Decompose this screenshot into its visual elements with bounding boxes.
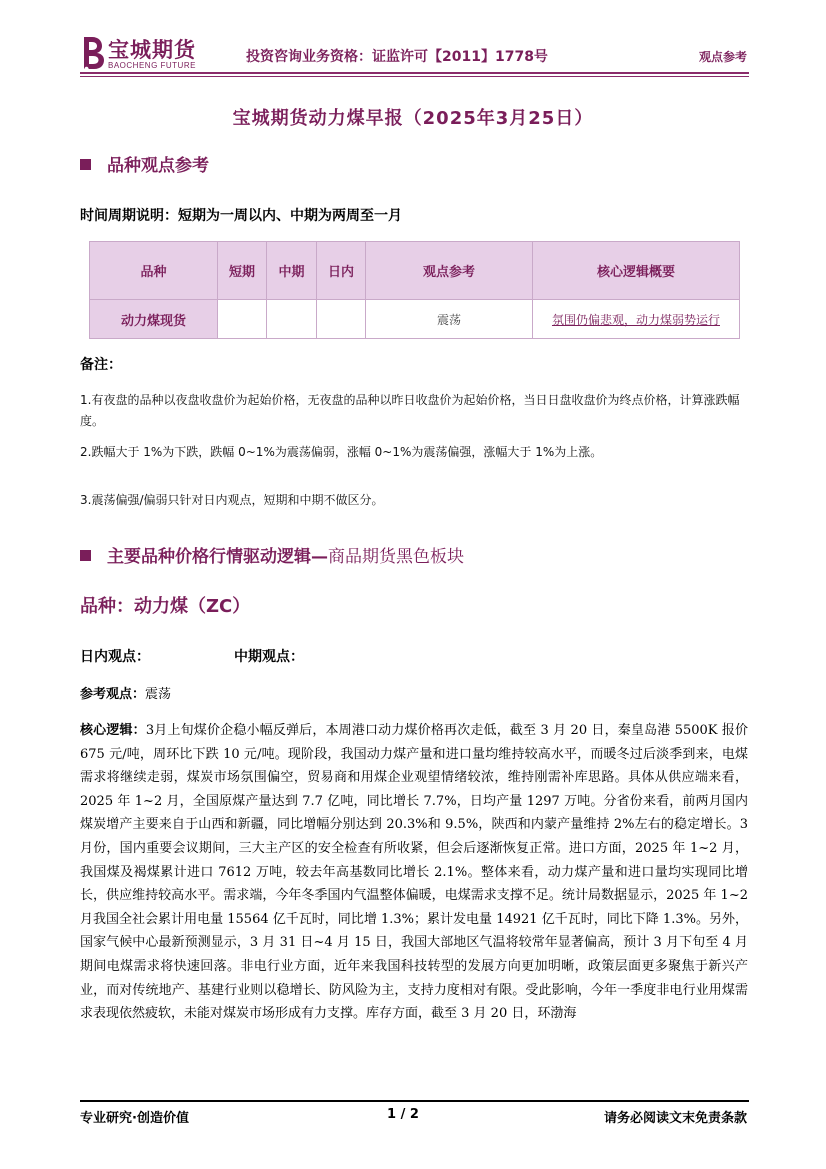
period-note: 时间周期说明：短期为一周以内、中期为两周至一月 [80, 208, 402, 224]
section-heading-drivers [80, 542, 464, 567]
table-cell-short [218, 300, 267, 339]
table-header-cell: 日内 [317, 242, 366, 300]
table-header-row [90, 242, 740, 300]
note-item: 2.跌幅大于 1%为下跌，跌幅 0~1%为震荡偏弱，涨幅 0~1%为震荡偏强，涨幅大于 1%为上涨。 [80, 445, 603, 459]
table-header-cell: 中期 [267, 242, 317, 300]
table-header-cell: 观点参考 [366, 242, 533, 300]
footer-divider [80, 1100, 749, 1102]
section-heading-suffix: 商品期货黑色板块 [328, 547, 464, 567]
views-table [89, 241, 740, 339]
table-cell-intraday [317, 300, 366, 339]
note-item: 1.有夜盘的品种以夜盘收盘价为起始价格，无夜盘的品种以昨日收盘价为起始价格，当日日盘收盘价为终点价格，计算涨跌幅度。 [80, 393, 740, 428]
reference-label: 参考观点： [80, 687, 146, 702]
core-logic-paragraph [80, 719, 748, 1026]
table-row-name: 动力煤现货 [90, 300, 218, 339]
table-cell-view: 震荡 [366, 300, 533, 339]
footer-disclaimer: 请务必阅读文末免责条款 [603, 1111, 747, 1126]
header-divider [80, 72, 749, 74]
section-heading-views [80, 151, 209, 176]
variety-title: 品种：动力煤（ZC） [80, 596, 251, 617]
logic-link[interactable]: 氛围仍偏悲观，动力煤弱势运行 [551, 312, 720, 327]
page-number: 1 / 2 [387, 1107, 419, 1122]
table-header-cell: 核心逻辑概要 [533, 242, 740, 300]
core-logic-text: 3月上旬煤价企稳小幅反弹后，本周港口动力煤价格再次走低，截至 3 月 20 日，秦皇岛港 5500K 报价 675 元/吨，周环比下跌 10 元/吨。现阶段，我国动力煤产量和进口量均维持较高水平，而暖冬过后淡季到来，电煤需求将继续走弱，煤炭市场氛围偏空，贸易商和用煤企业观望情绪较浓，维持刚需补库思路。具体从供应端来看，2025 年 1~2 月，全国原煤产量达到 7.7 亿吨，同比增长 7.7%，日均产量 1297 万吨。分省份来看，前两月国内煤炭增产主要来自于山西和新疆，同比增幅分别达到 20.3%和 9.5%，陕西和内蒙产量维持 2%左右的稳定增长。3 月份，国内重要会议期间，三大主产区的安全检查有所收紧，但会后逐渐恢复正常。进口方面，2025 年 1~2 月，我国煤及褐煤累计进口 7612 万吨，较去年高基数同比增长 2.1%。整体来看，动力煤产量和进口量均实现同比增长，供应维持较高水平。需求端，今年冬季国内气温整体偏暖，电煤需求支撑不足。统计局数据显示，2025 年 1~2 月我国全社会累计用电量 15564 亿千瓦时，同比增 1.3%；累计发电量 14921 亿千瓦时，同比下降 1.3%。另外，国家气候中心最新预测显示，3 月 31 日~4 月 15 日，我国大部地区气温将较常年显著偏高，预计 3 月下旬至 4 月期间电煤需求将快速回落。非电行业方面，近年来我国科技转型的发展方向更加明晰，政策层面更多聚焦于新兴产业，而对传统地产、基建行业则以稳增长、防风险为主，支持力度相对有限。受此影响，今年一季度非电行业用煤需求表现依然疲软，未能对煤炭市场形成有力支撑。库存方面，截至 3 月 20 日，环渤海 [80, 723, 748, 1022]
table-header-cell: 品种 [90, 242, 218, 300]
notes-title: 备注： [80, 357, 122, 373]
footer-slogan: 专业研究·创造价值 [80, 1111, 189, 1126]
reference-value: 震荡 [145, 687, 172, 702]
table-cell-logic[interactable] [533, 300, 740, 339]
reference-view [80, 683, 171, 702]
intraday-view-label: 日内观点： [80, 649, 150, 665]
logo-chinese-name: 宝城期货 [108, 37, 196, 62]
midterm-view-label: 中期观点： [234, 649, 304, 665]
core-logic-label: 核心逻辑： [80, 723, 146, 738]
table-header-cell: 短期 [218, 242, 267, 300]
header-divider-thin [80, 76, 749, 77]
square-bullet-icon [80, 550, 91, 561]
company-logo [80, 34, 202, 74]
logo-english-name: BAOCHENG FUTURE [108, 61, 196, 70]
note-item: 3.震荡偏强/偏弱只针对日内观点，短期和中期不做区分。 [80, 493, 384, 507]
square-bullet-icon [80, 159, 91, 170]
section-heading-text: 品种观点参考 [107, 156, 209, 176]
header-section-tag: 观点参考 [698, 50, 747, 64]
table-cell-mid [267, 300, 317, 339]
license-info: 投资咨询业务资格：证监许可【2011】1778号 [246, 49, 548, 65]
report-title: 宝城期货动力煤早报（2025年3月25日） [232, 108, 594, 129]
table-row [90, 300, 740, 339]
logo-b-mark-icon [80, 34, 106, 72]
section-heading-text: 主要品种价格行情驱动逻辑— [107, 547, 328, 567]
